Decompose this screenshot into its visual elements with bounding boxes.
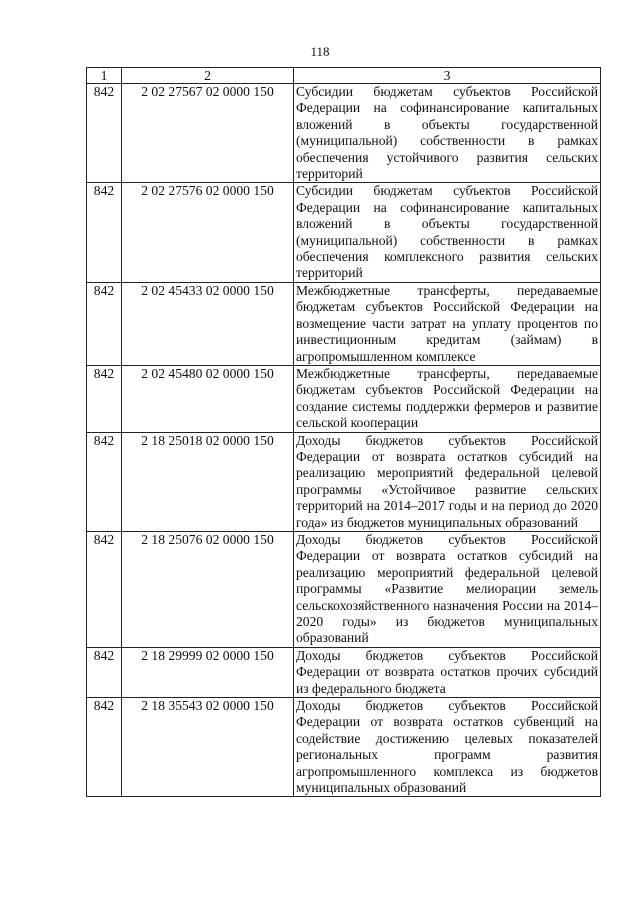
admin-code-cell: 842 <box>87 698 122 797</box>
description-cell: Межбюджетные трансферты, передаваемые бюджетам субъектов Российской Федерации на создание системы поддержки фермеров и развитие сельской кооперации <box>294 365 601 432</box>
revenue-codes-table <box>86 67 601 797</box>
column-header-2: 2 <box>122 68 294 84</box>
budget-code-cell: 2 02 45433 02 0000 150 <box>122 282 294 365</box>
budget-code-cell: 2 02 27576 02 0000 150 <box>122 183 294 282</box>
table-row <box>87 647 601 697</box>
budget-code-cell: 2 18 25018 02 0000 150 <box>122 432 294 531</box>
table-row <box>87 531 601 647</box>
description-cell: Субсидии бюджетам субъектов Российской Федерации на софинансирование капитальных вложений в объекты государственной (муниципальной) собственности в рамках обеспечения комплексного развития сельских территорий <box>294 183 601 282</box>
admin-code-cell: 842 <box>87 531 122 647</box>
budget-code-cell: 2 18 25076 02 0000 150 <box>122 531 294 647</box>
budget-code-cell: 2 18 35543 02 0000 150 <box>122 698 294 797</box>
description-cell: Доходы бюджетов субъектов Российской Федерации от возврата остатков субвенций на содействие достижению целевых показателей региональных программ развития агропромышленного комплекса из бюджетов муниципальных образований <box>294 698 601 797</box>
budget-code-cell: 2 18 29999 02 0000 150 <box>122 647 294 697</box>
admin-code-cell: 842 <box>87 432 122 531</box>
table-row <box>87 282 601 365</box>
description-cell: Доходы бюджетов субъектов Российской Федерации от возврата остатков прочих субсидий из федерального бюджета <box>294 647 601 697</box>
description-cell: Межбюджетные трансферты, передаваемые бюджетам субъектов Российской Федерации на возмещение части затрат на уплату процентов по инвестиционным кредитам (займам) в агропромышленном комплексе <box>294 282 601 365</box>
table-row <box>87 183 601 282</box>
admin-code-cell: 842 <box>87 282 122 365</box>
table-row <box>87 365 601 432</box>
admin-code-cell: 842 <box>87 183 122 282</box>
description-cell: Доходы бюджетов субъектов Российской Федерации от возврата остатков субсидий на реализацию мероприятий федеральной целевой программы «Развитие мелиорации земель сельскохозяйственного назначения России на 2014–2020 годы» из бюджетов муниципальных образований <box>294 531 601 647</box>
budget-code-cell: 2 02 45480 02 0000 150 <box>122 365 294 432</box>
budget-code-cell: 2 02 27567 02 0000 150 <box>122 84 294 183</box>
admin-code-cell: 842 <box>87 84 122 183</box>
admin-code-cell: 842 <box>87 647 122 697</box>
table-row <box>87 84 601 183</box>
table-header-row <box>87 68 601 84</box>
column-header-1: 1 <box>87 68 122 84</box>
description-cell: Субсидии бюджетам субъектов Российской Федерации на софинансирование капитальных вложений в объекты государственной (муниципальной) собственности в рамках обеспечения устойчивого развития сельских территорий <box>294 84 601 183</box>
table-row <box>87 432 601 531</box>
column-header-3: 3 <box>294 68 601 84</box>
description-cell: Доходы бюджетов субъектов Российской Федерации от возврата остатков субсидий на реализацию мероприятий федеральной целевой программы «Устойчивое развитие сельских территорий на 2014–2017 годы и на период до 2020 года» из бюджетов муниципальных образований <box>294 432 601 531</box>
table-row <box>87 698 601 797</box>
page-number: 118 <box>310 44 330 59</box>
admin-code-cell: 842 <box>87 365 122 432</box>
